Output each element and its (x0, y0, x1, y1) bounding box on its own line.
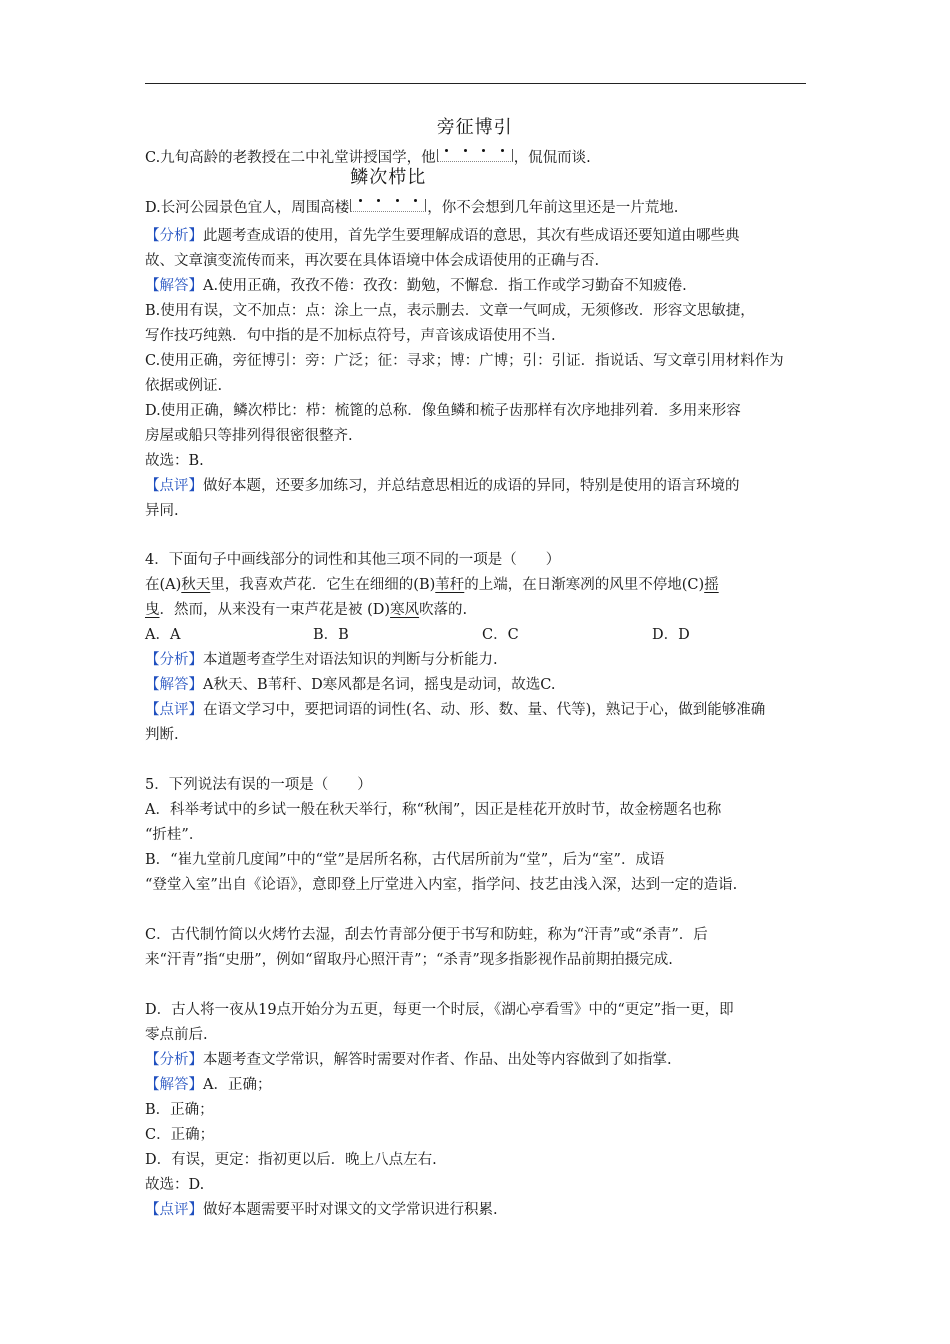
analysis-tag: 【分析】 (145, 228, 203, 244)
q3-comment (145, 476, 740, 496)
underlined-word-c: 摇 (704, 577, 719, 593)
q3-option-c-text: C.九旬高龄的老教授在二中礼堂讲授国学，他 (145, 150, 436, 166)
analysis-tag: 【分析】 (145, 652, 203, 668)
answer-text: 写作技巧纯熟．句中指的是不加标点符号，声音该成语使用不当. (145, 328, 556, 344)
q4-text: ．然而，从来没有一束芦花是被 (D) (159, 602, 391, 618)
answer-text: D.使用正确，鳞次栉比：栉：梳篦的总称．像鱼鳞和梳子齿那样有次序地排列着．多用来形容 (145, 403, 741, 419)
q4-sentence-line1 (145, 575, 719, 595)
underlined-word-a: 秋天 (181, 577, 211, 593)
q3-option-d (145, 167, 679, 218)
underlined-word-c: 曳 (145, 602, 160, 618)
q3-option-d-end: ，你不会想到几年前这里还是一片荒地. (427, 200, 679, 216)
comment-text: 做好本题需要平时对课文的文学常识进行积累. (203, 1202, 498, 1218)
answer-tag: 【解答】 (145, 278, 203, 294)
underlined-word-d: 寒风 (390, 602, 420, 618)
q4-text: 吹落的. (419, 602, 468, 618)
q5-option-a: A．科举考试中的乡试一般在秋天举行，称“秋闱”，因正是桂花开放时节，故金榜题名也称 (145, 802, 722, 818)
answer-tag: 【解答】 (145, 1077, 203, 1093)
q5-stem: 5．下列说法有误的一项是（ ） (145, 777, 372, 793)
answer-text: B.使用有误，文不加点：点：涂上一点，表示删去．文章一气呵成，无须修改．形容文思敏捷， (145, 303, 755, 319)
answer-text: 故选：B. (145, 453, 204, 469)
comment-tag: 【点评】 (145, 478, 203, 494)
q4-option-d: D．D (652, 627, 690, 643)
q4-text: 在(A) (145, 577, 182, 593)
q4-analysis (145, 650, 498, 670)
comment-text: 做好本题，还要多加练习，并总结意思相近的成语的异同，特别是使用的语言环境的 (203, 478, 740, 494)
emphasis-dots-c (437, 149, 513, 162)
q4-answer (145, 675, 555, 695)
q3-option-c-end: ，侃侃而谈. (513, 150, 591, 166)
q5-analysis (145, 1050, 672, 1070)
q5-option-a: “折桂”． (145, 827, 204, 843)
q4-text: 的上端，在日渐寒冽的风里不停地(C) (464, 577, 705, 593)
q4-stem: 4．下面句子中画线部分的词性和其他三项不同的一项是（ ） (145, 552, 561, 568)
q4-option-b: B．B (313, 627, 349, 643)
analysis-text: 本题考查文学常识，解答时需要对作者、作品、出处等内容做到了如指掌. (203, 1052, 672, 1068)
comment-tag: 【点评】 (145, 1202, 203, 1218)
comment-tag: 【点评】 (145, 702, 203, 718)
analysis-text: 此题考查成语的使用，首先学生要理解成语的意思，其次有些成语还要知道由哪些典 (203, 228, 740, 244)
underlined-word-b: 苇秆 (435, 577, 465, 593)
q3-option-c (145, 117, 591, 168)
q5-option-b: B．“崔九堂前几度闻”中的“堂”是居所名称，古代居所前为“堂”，后为“室”．成语 (145, 852, 665, 868)
q3-option-d-text: D.长河公园景色宜人，周围高楼 (145, 200, 350, 216)
q4-option-c: C．C (482, 627, 519, 643)
q3-analysis (145, 226, 740, 246)
analysis-tag: 【分析】 (145, 1052, 203, 1068)
q5-answer (145, 1075, 271, 1095)
emphasis-dots-d (350, 199, 426, 212)
analysis-text: 本道题考查学生对语法知识的判断与分析能力. (203, 652, 498, 668)
q5-comment (145, 1200, 498, 1220)
comment-text: 判断. (145, 727, 179, 743)
idiom-label-d: 鳞次栉比 (350, 167, 427, 188)
idiom-emphasis-d (349, 167, 427, 216)
answer-text: 依据或例证. (145, 378, 223, 394)
q4-option-a: A．A (145, 627, 181, 643)
answer-text: D．有误，更定：指初更以后．晚上八点左右. (145, 1152, 437, 1168)
answer-text: 房屋或船只等排列得很密很整齐. (145, 428, 353, 444)
answer-text: A秋天、B苇秆、D寒风都是名词，摇曳是动词，故选C. (203, 677, 556, 693)
answer-text: B．正确； (145, 1102, 214, 1118)
idiom-label-c: 旁征博引 (436, 117, 513, 138)
q5-option-d: D．古人将一夜从19点开始分为五更，每更一个时辰，《湖心亭看雪》中的“更定”指一更，即 (145, 1002, 734, 1018)
answer-tag: 【解答】 (145, 677, 203, 693)
q5-option-c: C．古代制竹简以火烤竹去湿，刮去竹青部分便于书写和防蛀，称为“汗青”或“杀青”．后 (145, 927, 708, 943)
header-rule (145, 83, 806, 84)
q4-sentence-line2 (145, 600, 467, 620)
answer-text: A．正确； (203, 1077, 272, 1093)
idiom-emphasis-c (436, 117, 514, 166)
q4-comment (145, 700, 765, 720)
analysis-text: 故、文章演变流传而来，再次要在具体语境中体会成语使用的正确与否. (145, 253, 600, 269)
answer-text: 故选：D. (145, 1177, 205, 1193)
comment-text: 异同. (145, 503, 179, 519)
q5-option-b: “登堂入室”出自《论语》，意即登上厅堂进入内室，指学问、技艺由浅入深，达到一定的造诣. (145, 877, 738, 893)
answer-text: C．正确； (145, 1127, 215, 1143)
answer-text: C.使用正确，旁征博引：旁：广泛；征：寻求；博：广博；引：引证．指说话、写文章引用材料作为 (145, 353, 784, 369)
q5-option-c: 来“汗青”指“史册”，例如“留取丹心照汗青”；“杀青”现多指影视作品前期拍摄完成. (145, 952, 673, 968)
answer-text: A.使用正确，孜孜不倦：孜孜：勤勉，不懈怠．指工作或学习勤奋不知疲倦. (203, 278, 687, 294)
q3-answer (145, 276, 687, 296)
q4-text: 里，我喜欢芦花．它生在细细的(B) (210, 577, 436, 593)
q5-option-d: 零点前后. (145, 1027, 208, 1043)
comment-text: 在语文学习中，要把词语的词性(名、动、形、数、量、代等)，熟记于心，做到能够准确 (203, 702, 766, 718)
